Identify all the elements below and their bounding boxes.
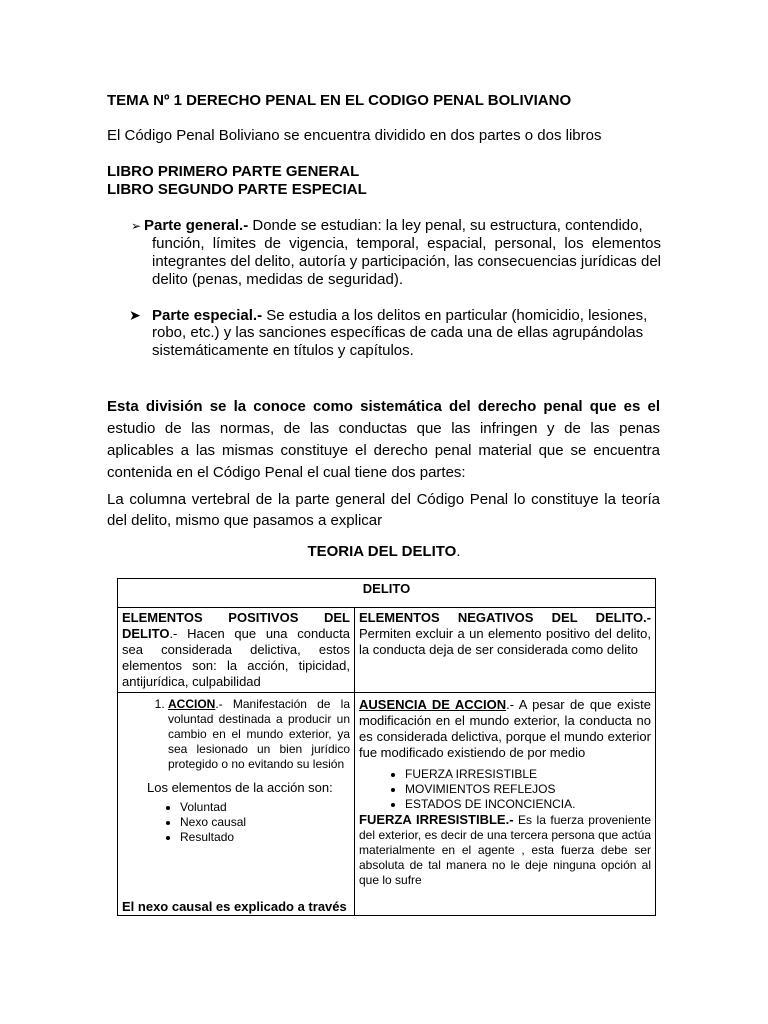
parte-general-text-rest: función, límites de vigencia, temporal, espacial, personal, los elementos integrantes del delito, autoría y participación, las consecuencias jurídicas del delito (penas, medidas de seguridad). xyxy=(152,235,661,288)
parte-especial-text-first: Se estudia a los delitos en particular (homicidio, lesiones, xyxy=(262,307,648,324)
table-header: DELITO xyxy=(118,579,656,608)
book-first: LIBRO PRIMERO PARTE GENERAL xyxy=(107,163,360,180)
list-item xyxy=(168,697,350,772)
accion-text: .- Manifestación de la voluntad destinada a producir un cambio en el mundo exterior, ya sea lesionado un bien jurídico protegido o no evitando su lesión xyxy=(168,697,350,771)
accion-label: ACCION xyxy=(168,697,216,711)
section-title-text: TEORIA DEL DELITO xyxy=(307,543,457,560)
delito-table xyxy=(117,578,656,916)
positive-elements-cell xyxy=(118,608,355,693)
ausencia-label: AUSENCIA DE ACCION xyxy=(359,697,507,712)
document-heading: TEMA Nº 1 DERECHO PENAL EN EL CODIGO PENAL BOLIVIANO xyxy=(107,92,572,109)
paragraph-sistematica-bold: Esta división se la conoce como sistemática del derecho penal que es el xyxy=(107,398,660,415)
accion-list xyxy=(122,697,350,772)
parte-general-text-first: Donde se estudian: la ley penal, su estructura, contendido, xyxy=(248,217,643,234)
arrow-bullet-icon: ➢ xyxy=(131,219,142,233)
fuerza-paragraph xyxy=(359,812,651,888)
ausencia-paragraph xyxy=(359,697,651,761)
book-second: LIBRO SEGUNDO PARTE ESPECIAL xyxy=(107,181,367,198)
paragraph-sistematica-rest: estudio de las normas, de las conductas que las infringen y de las penas aplicables a las mismas constituye el derecho penal material que se encuentra contenida en el Código Penal el cual tiene dos partes: xyxy=(107,420,660,481)
negative-elements-text: Permiten excluir a un elemento positivo del delito, la conducta deja de ser considerada como delito xyxy=(359,626,651,657)
negative-elements-cell xyxy=(355,608,656,693)
list-item: • MOVIMIENTOS REFLEJOS xyxy=(405,782,651,797)
list-item: • Resultado xyxy=(180,830,350,845)
section-title: TEORIA DEL DELITO. xyxy=(307,543,461,560)
fuerza-label: FUERZA IRRESISTIBLE.- xyxy=(359,812,514,827)
elements-list xyxy=(122,800,350,845)
ausencia-list xyxy=(359,767,651,812)
positive-elements-text: .- Hacen que una conducta sea considerada delictiva, estos elementos son: la acción, tipicidad, antijurídica, culpabilidad xyxy=(122,626,350,689)
parte-general-label: Parte general.- xyxy=(144,217,249,234)
parte-especial-first-line xyxy=(129,306,647,325)
positive-elements-title: ELEMENTOS POSITIVOS DEL DELITO xyxy=(122,610,350,641)
list-item: • Voluntad xyxy=(180,800,350,815)
negative-elements-title: ELEMENTOS NEGATIVOS DEL DELITO.- xyxy=(359,610,651,625)
accion-cell xyxy=(118,693,355,916)
ausencia-cell xyxy=(355,693,656,916)
list-item: • ESTADOS DE INCONCIENCIA. xyxy=(405,797,651,812)
nexo-causal-text: El nexo causal es explicado a través xyxy=(122,899,347,914)
paragraph-sistematica xyxy=(107,396,660,484)
elements-intro: Los elementos de la acción son: xyxy=(147,780,333,795)
list-item: • FUERZA IRRESISTIBLE xyxy=(405,767,651,782)
paragraph-columna-vertebral: La columna vertebral de la parte general del Código Penal lo constituye la teoría del delito, mismo que pasamos a explicar xyxy=(107,491,660,529)
parte-especial-label: Parte especial.- xyxy=(152,307,263,324)
arrow-bullet-icon: ➤ xyxy=(129,307,141,323)
ausencia-text: .- A pesar de que existe modificación en el mundo exterior, la conducta no es considerada delictiva, porque el mundo exterior fue modificado existiendo de por medio xyxy=(359,697,651,760)
intro-line: El Código Penal Boliviano se encuentra dividido en dos partes o dos libros xyxy=(107,127,602,144)
fuerza-text: Es la fuerza proveniente del exterior, es decir de una tercera persona que actúa materialmente en el agente , esta fuerza debe ser absoluta de tal manera no le deje ninguna opción al que lo sufre xyxy=(359,813,651,887)
list-item: • Nexo causal xyxy=(180,815,350,830)
parte-general-first-line xyxy=(131,217,643,235)
parte-especial-text-rest: robo, etc.) y las sanciones específicas de cada una de ellas agrupándolas sistemáticamente en títulos y capítulos. xyxy=(152,324,644,359)
